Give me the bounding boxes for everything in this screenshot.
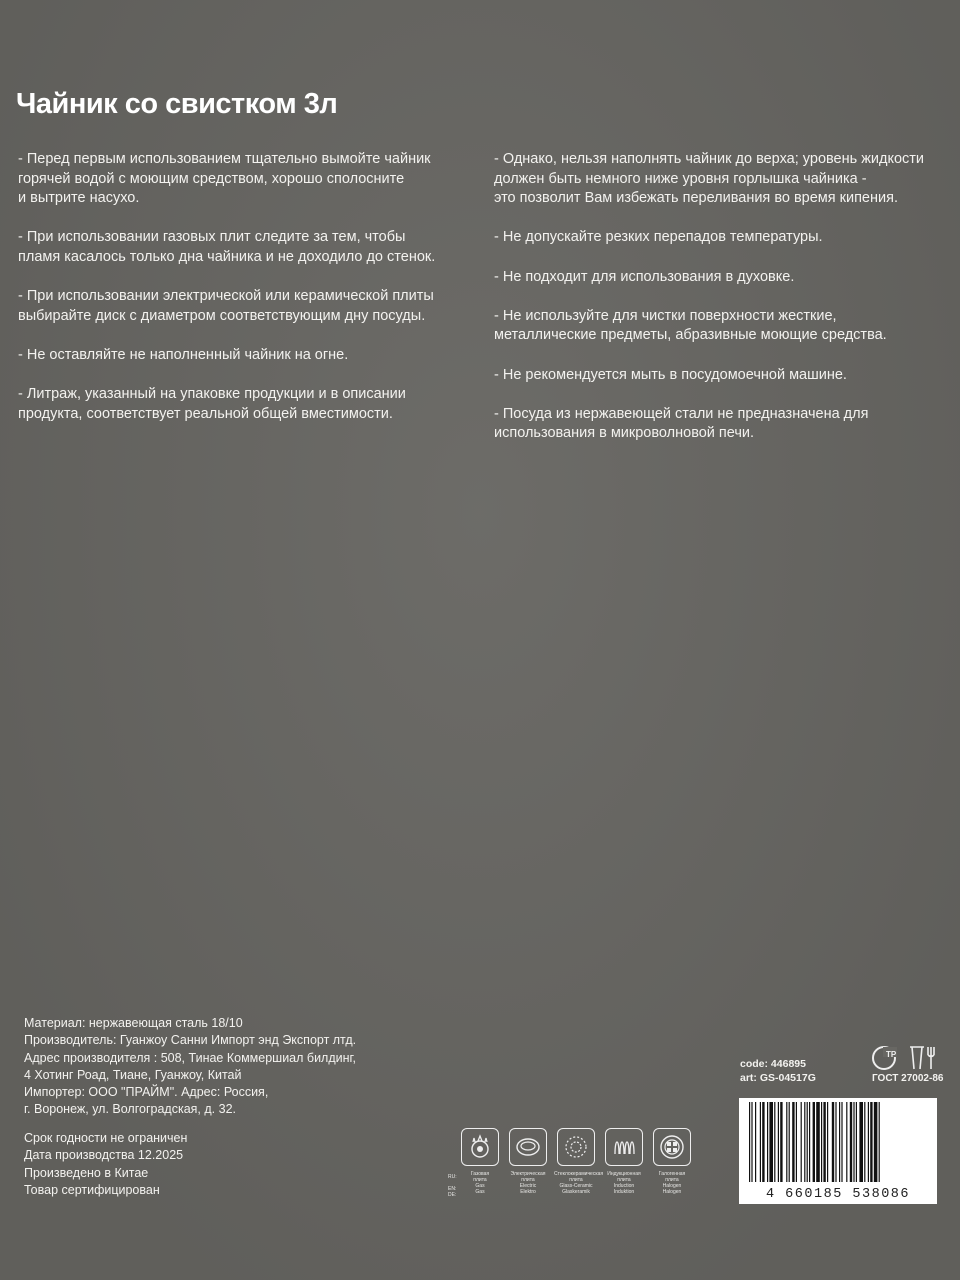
- gas-stove-icon: [461, 1128, 499, 1166]
- instruction-paragraph: - Не используйте для чистки поверхности жесткие, металлические предметы, абразивные моющие средства.: [494, 307, 887, 344]
- instruction-paragraph: - Перед первым использованием тщательно вымойте чайник горячей водой с моющим средством, хорошо сполосните и вытрите насухо.: [18, 151, 431, 207]
- barcode-bar: [774, 1102, 775, 1182]
- barcode: [739, 1098, 937, 1204]
- product-codes: code: 446895 art: GS-04517G: [740, 1058, 816, 1084]
- barcode-bar: [835, 1102, 836, 1182]
- instruction-paragraph: - Литраж, указанный на упаковке продукции и в описании продукта, соответствует реальной общей вместимости.: [18, 386, 406, 422]
- barcode-bar: [760, 1102, 761, 1182]
- certification-marks: [870, 1043, 940, 1073]
- electric-stove-icon: [509, 1128, 547, 1166]
- instruction-paragraph: - Однако, нельзя наполнять чайник до верха; уровень жидкости должен быть немного ниже уровня горлышка чайника - это позволит Вам избежать переливания во время кипения.: [494, 151, 925, 207]
- product-status-info: Срок годности не ограничен Дата производства 12.2025 Произведено в Китае Товар сертифицирован: [24, 1131, 188, 1197]
- barcode-bar: [841, 1102, 842, 1182]
- barcode-bar: [846, 1102, 847, 1182]
- barcode-bar: [874, 1102, 878, 1182]
- barcode-bar: [856, 1102, 857, 1182]
- stove-electric: [506, 1128, 550, 1195]
- barcode-bar: [859, 1102, 863, 1182]
- instructions-left-column: [18, 150, 463, 444]
- barcode-digits: 4 660185 538086: [765, 1187, 911, 1202]
- barcode-bar: [804, 1102, 805, 1182]
- instruction-paragraph: - Посуда из нержавеющей стали не предназначена для использования в микроволновой печи.: [494, 405, 869, 442]
- instructions-right-column: [494, 150, 944, 464]
- barcode-bar: [780, 1102, 782, 1182]
- stove-induction: [602, 1128, 646, 1195]
- barcode-bar: [807, 1102, 808, 1182]
- stove-caption: Стеклокерамическая плита Glass-Ceramic Glaskeramik: [554, 1171, 604, 1195]
- language-labels: RU: EN: DE:: [448, 1174, 457, 1198]
- barcode-bar: [823, 1102, 825, 1182]
- barcode-bar: [839, 1102, 840, 1182]
- stove-caption: Индукционная плита Induction Induktion: [607, 1171, 641, 1195]
- barcode-bar: [864, 1102, 865, 1182]
- barcode-bar: [879, 1102, 880, 1182]
- barcode-bar: [778, 1102, 779, 1182]
- barcode-bar: [816, 1102, 820, 1182]
- barcode-bar: [792, 1102, 794, 1182]
- barcode-bar: [827, 1102, 828, 1182]
- barcode-bar: [789, 1102, 790, 1182]
- instruction-paragraph: - Не подходит для использования в духовке.: [494, 268, 795, 285]
- instruction-paragraph: - Не оставляйте не наполненный чайник на огне.: [18, 346, 349, 363]
- barcode-bar: [870, 1102, 872, 1182]
- barcode-bar: [801, 1102, 802, 1182]
- barcode-bar: [813, 1102, 815, 1182]
- eac-cert-icon: [870, 1043, 940, 1073]
- barcode-bars: [749, 1102, 927, 1182]
- barcode-bar: [832, 1102, 834, 1182]
- barcode-bar: [853, 1102, 854, 1182]
- barcode-bar: [786, 1102, 787, 1182]
- barcode-bar: [751, 1102, 752, 1182]
- svg-text:ТР: ТР: [886, 1050, 897, 1059]
- halogen-stove-icon: [653, 1128, 691, 1166]
- stove-halogen: [650, 1128, 694, 1195]
- instruction-paragraph: - При использовании газовых плит следите за тем, чтобы пламя касалось только дна чайника и не доходило до стенок.: [18, 229, 436, 265]
- stove-gas: [458, 1128, 502, 1195]
- manufacturer-info: Материал: нержавеющая сталь 18/10 Производитель: Гуанжоу Санни Импорт энд Экспорт лтд. Адрес производителя : 508, Тинае Коммершиал билдинг, 4 Хотинг Роад, Тиане, Гуанжоу, Китай Импортер: ООО "ПРАЙМ". Адрес: Россия, г. Воронеж, ул. Волгоградская, д. 32.: [24, 1016, 357, 1117]
- barcode-bar: [767, 1102, 768, 1182]
- barcode-bar: [850, 1102, 852, 1182]
- barcode-bar: [809, 1102, 810, 1182]
- barcode-bar: [868, 1102, 869, 1182]
- instruction-paragraph: - Не рекомендуется мыть в посудомоечной машине.: [494, 366, 847, 383]
- stove-glass-ceramic: [554, 1128, 604, 1195]
- barcode-bar: [762, 1102, 764, 1182]
- barcode-bar: [749, 1102, 750, 1182]
- barcode-bar: [796, 1102, 797, 1182]
- glass-ceramic-stove-icon: [557, 1128, 595, 1166]
- stove-caption: Газовая плита Gas Gas: [470, 1171, 490, 1195]
- stove-caption: Электрическая плита Electric Elektro: [510, 1171, 546, 1195]
- instruction-paragraph: - Не допускайте резких перепадов температуры.: [494, 229, 823, 246]
- barcode-bar: [755, 1102, 756, 1182]
- product-title: Чайник со свистком 3л: [16, 88, 338, 120]
- barcode-bar: [821, 1102, 822, 1182]
- gost-label: ГОСТ 27002-86: [872, 1073, 944, 1084]
- instruction-paragraph: - При использовании электрической или керамической плиты выбирайте диск с диаметром соответствующим дну посуды.: [18, 288, 434, 324]
- stove-caption: Галогенная плита Halogen Halogen: [658, 1171, 686, 1195]
- stove-compatibility: [448, 1128, 698, 1204]
- barcode-bar: [769, 1102, 773, 1182]
- induction-stove-icon: [605, 1128, 643, 1166]
